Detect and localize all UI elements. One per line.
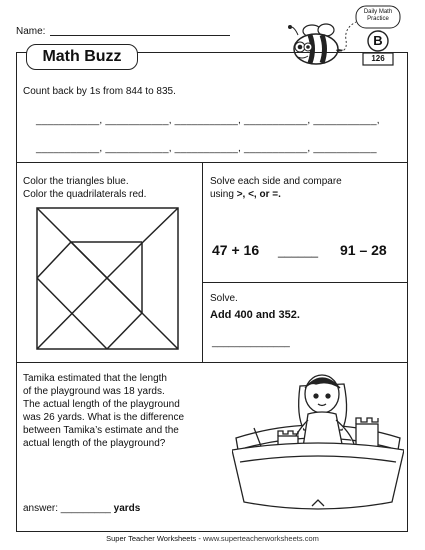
q3-left-expression: 47 + 16 (212, 242, 260, 258)
footer-url[interactable]: www.superteacherworksheets.com (202, 534, 319, 543)
q5-answer-blank[interactable]: _________ (60, 503, 111, 514)
q3-line1: Solve each side and compare (210, 176, 342, 187)
tangram-puzzle[interactable] (36, 207, 179, 350)
q5-line: of the playground was 18 yards. (23, 386, 165, 397)
q1-answer-row2[interactable]: ___________, ___________, ___________, ___________, ___________ (36, 143, 377, 154)
q5-line: actual length of the playground? (23, 438, 166, 449)
q3-compare-blank[interactable]: ______ (278, 244, 319, 258)
name-label: Name: (16, 26, 46, 37)
q3-line2-pre: using (210, 189, 237, 200)
q5-answer-unit: yards (113, 503, 141, 514)
divider-row1 (16, 162, 408, 163)
q1-answer-row1[interactable]: ___________, ___________, ___________, ___________, ___________, (36, 115, 380, 126)
q3-right-expression: 91 – 28 (340, 242, 387, 258)
sandbox-girl-illustration (232, 366, 404, 524)
q5-answer-label: answer: (23, 503, 59, 514)
q2-line1: Color the triangles blue. (23, 176, 129, 187)
badge-line1: Daily Math (363, 9, 393, 15)
q5-line: The actual length of the playground (23, 399, 180, 410)
q3-symbols: >, <, or =. (236, 189, 281, 200)
q4-problem: Add 400 and 352. (210, 309, 300, 321)
footer-brand: Super Teacher Worksheets - (106, 534, 203, 543)
q5-line: was 26 yards. What is the difference (23, 412, 185, 423)
footer (0, 534, 425, 543)
badge-line2: Practice (367, 16, 389, 22)
divider-row2 (16, 362, 408, 363)
q2-prompt (23, 175, 146, 201)
q5-line: between Tamika’s estimate and the (23, 425, 179, 436)
q2-line2: Color the quadrilaterals red. (23, 189, 147, 200)
divider-right (202, 282, 408, 283)
q5-line: Tamika estimated that the length (23, 373, 167, 384)
divider-column (202, 162, 203, 362)
name-line[interactable] (50, 35, 230, 36)
q5-word-problem (23, 372, 213, 450)
q1-prompt: Count back by 1s from 844 to 835. (23, 86, 176, 97)
page-title: Math Buzz (26, 44, 138, 70)
q4-answer-blank[interactable]: ______________ (212, 337, 290, 348)
badge-letter: B (373, 33, 383, 48)
q4-label: Solve. (210, 293, 238, 304)
badge-number: 126 (371, 54, 385, 63)
q3-prompt (210, 175, 342, 201)
q5-answer-row (23, 502, 140, 515)
